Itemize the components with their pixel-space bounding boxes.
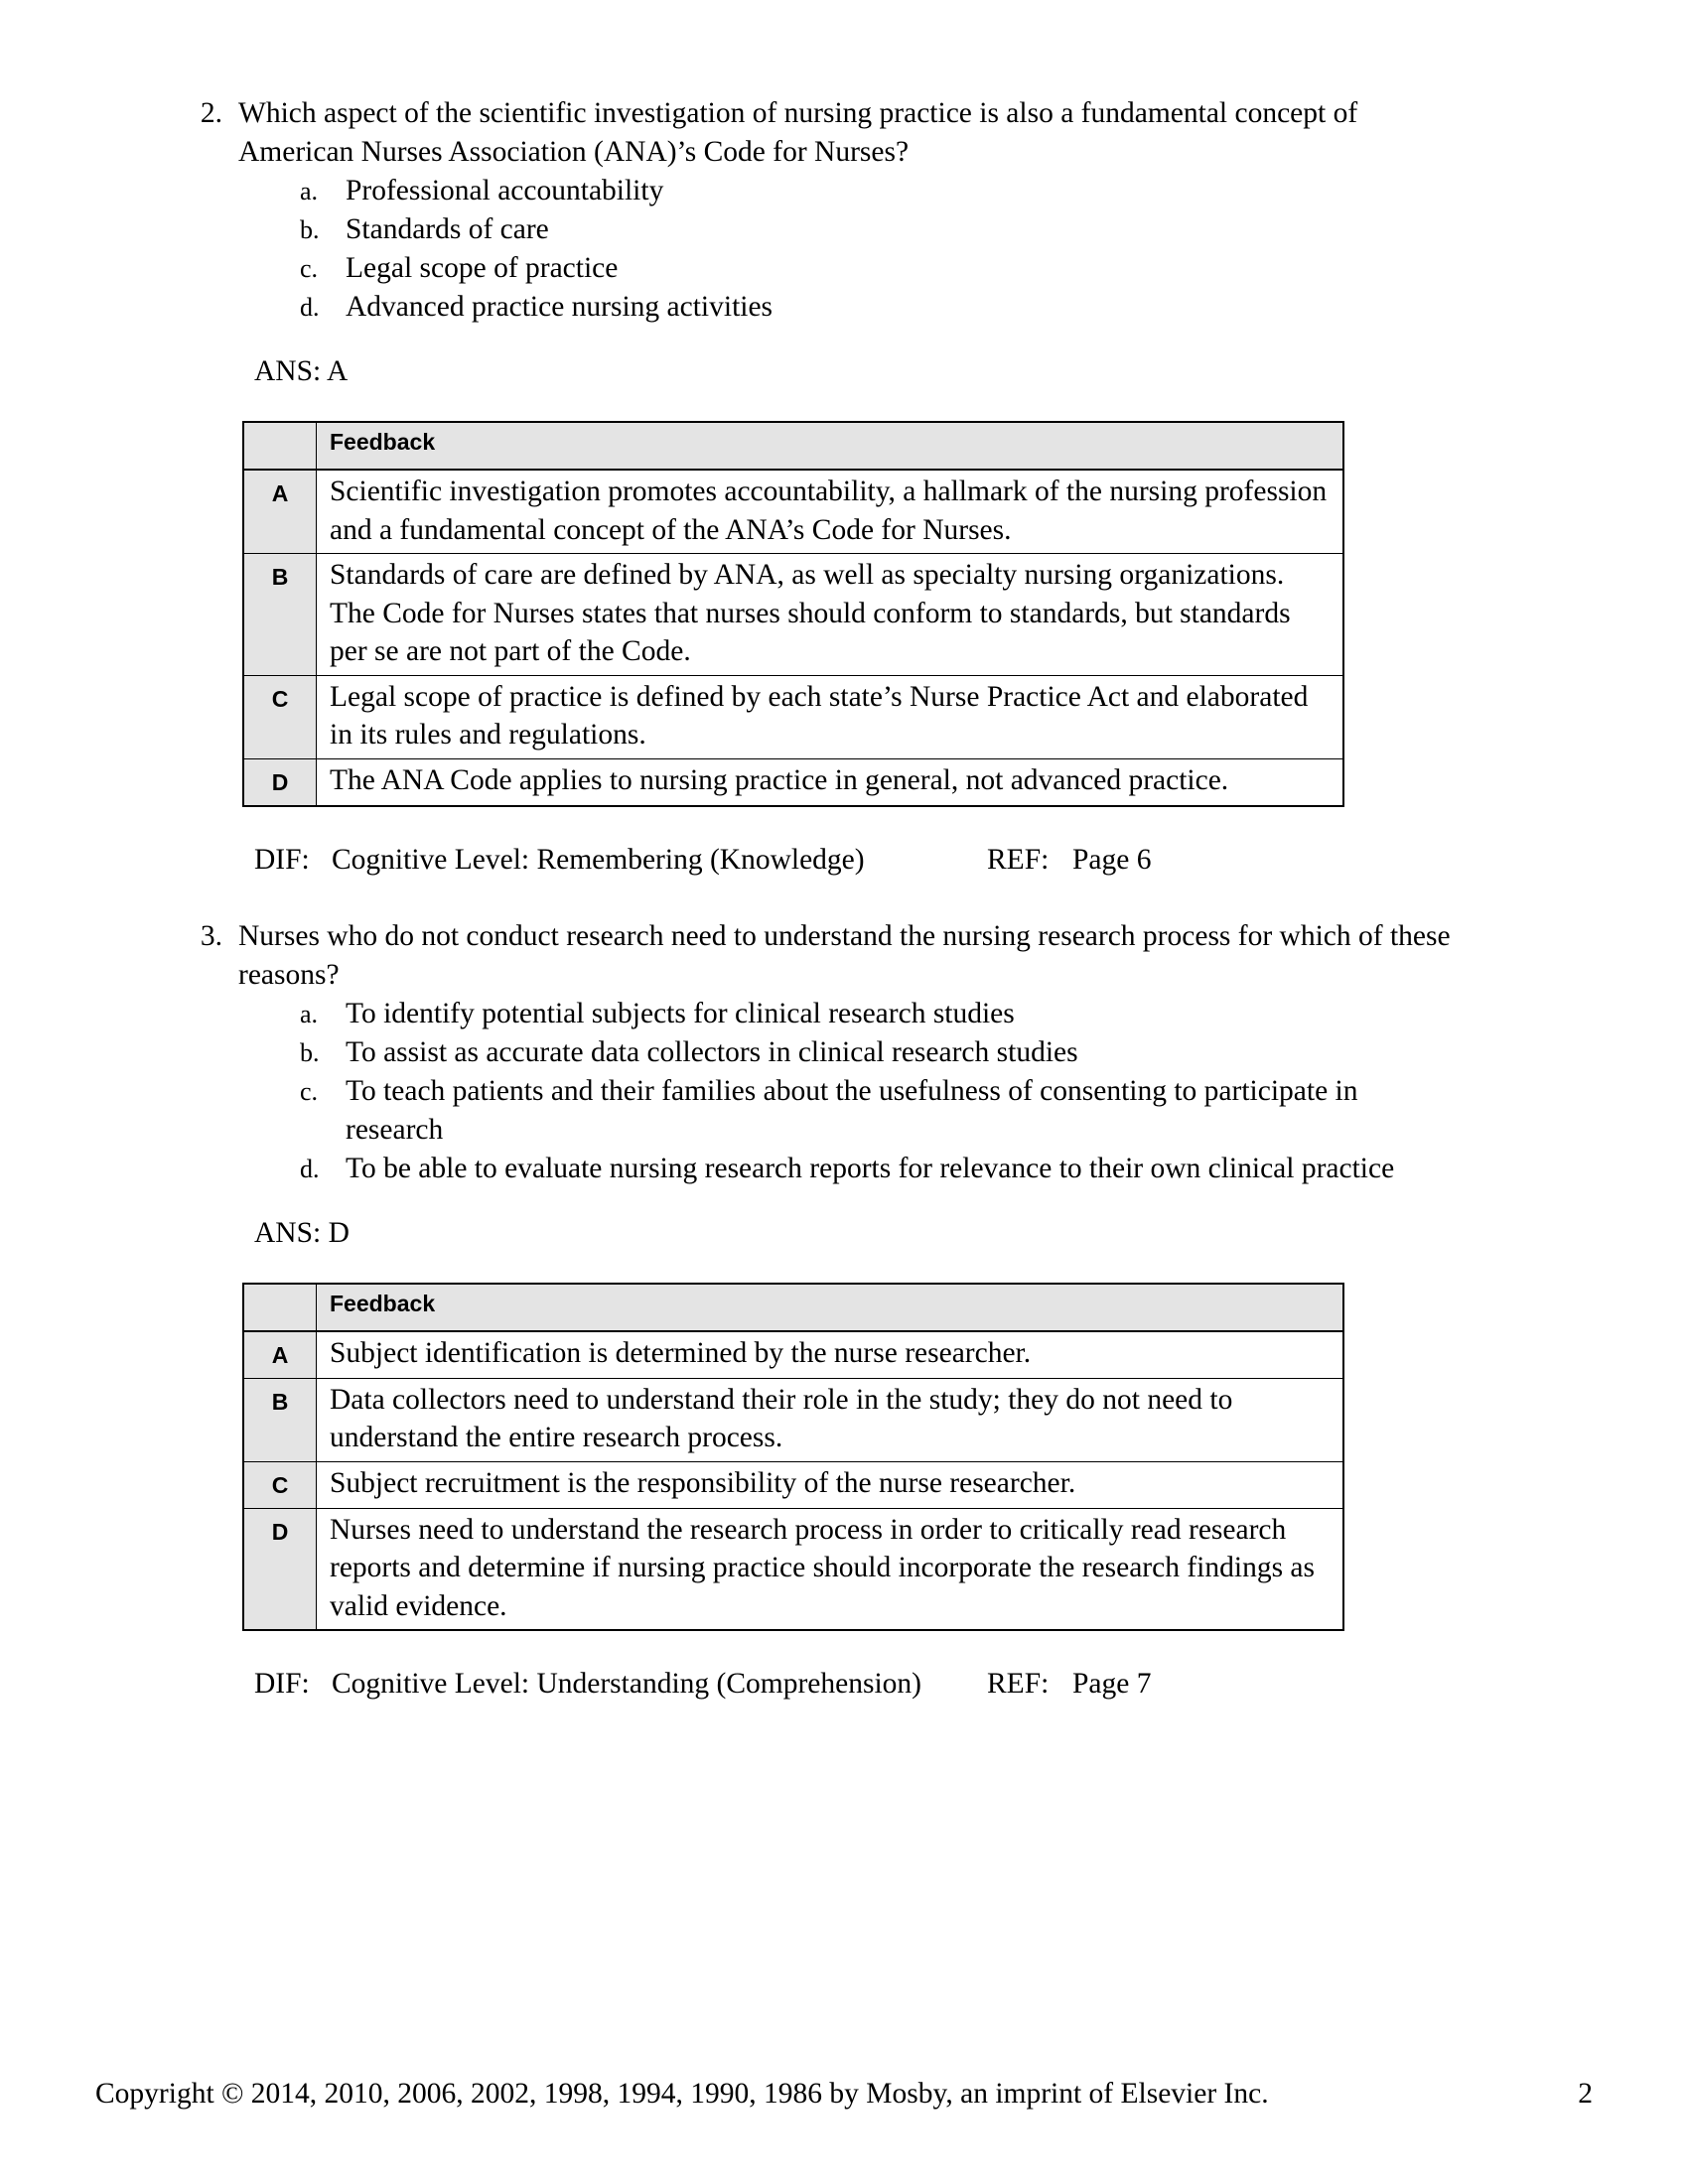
feedback-header-row bbox=[243, 422, 1343, 470]
page-footer bbox=[0, 2065, 1688, 2184]
choice-item[interactable] bbox=[238, 995, 1688, 1033]
table-row bbox=[243, 1461, 1343, 1508]
choice-item[interactable] bbox=[238, 249, 1688, 288]
feedback-row-text: Data collectors need to understand their role in the study; they do not need to understand the entire research process. bbox=[317, 1378, 1344, 1461]
dif-label: DIF: bbox=[254, 843, 310, 876]
feedback-row-letter: C bbox=[243, 675, 317, 758]
choice-text: Standards of care bbox=[346, 213, 549, 245]
choice-letter: b. bbox=[300, 1037, 320, 1067]
choice-letter: c. bbox=[300, 254, 319, 283]
choice-letter: a. bbox=[300, 999, 319, 1028]
feedback-table-wrapper bbox=[179, 421, 1688, 807]
feedback-row-letter: A bbox=[243, 470, 317, 554]
table-row bbox=[243, 758, 1343, 806]
table-row bbox=[243, 470, 1343, 554]
question-number: 2. bbox=[200, 97, 222, 129]
feedback-table-wrapper bbox=[179, 1283, 1688, 1632]
choice-list bbox=[179, 172, 1688, 327]
choice-letter: d. bbox=[300, 1154, 320, 1183]
feedback-row-letter: D bbox=[243, 1508, 317, 1630]
feedback-row-letter: C bbox=[243, 1461, 317, 1508]
dif-ref-line bbox=[179, 1665, 1688, 1704]
choice-item[interactable] bbox=[238, 1072, 1688, 1150]
choice-text: To teach patients and their families about the usefulness of consenting to participate in research bbox=[346, 1074, 1358, 1146]
feedback-table-head bbox=[243, 1284, 1343, 1331]
feedback-row-letter: D bbox=[243, 758, 317, 806]
question-text: Nurses who do not conduct research need to understand the nursing research process for which of these reasons? bbox=[238, 919, 1451, 991]
dif-value: Cognitive Level: Understanding (Comprehension) bbox=[332, 1668, 921, 1700]
copyright-text: Copyright © 2014, 2010, 2006, 2002, 1998, 1994, 1990, 1986 by Mosby, an imprint of Elsevier Inc. bbox=[95, 2078, 1269, 2110]
feedback-row-text: Standards of care are defined by ANA, as well as specialty nursing organizations. The Code for Nurses states that nurses should conform to standards, but standards per se are not part of the Code. bbox=[317, 554, 1344, 676]
feedback-table-body bbox=[243, 1331, 1343, 1631]
feedback-table-head bbox=[243, 422, 1343, 470]
table-row bbox=[243, 1331, 1343, 1379]
choice-item[interactable] bbox=[238, 1033, 1688, 1072]
feedback-row-text: Nurses need to understand the research process in order to critically read research reports and determine if nursing practice should incorporate the research findings as valid evidence. bbox=[317, 1508, 1344, 1630]
choice-letter: c. bbox=[300, 1076, 319, 1106]
feedback-header-row bbox=[243, 1284, 1343, 1331]
feedback-row-letter: A bbox=[243, 1331, 317, 1379]
feedback-table bbox=[242, 421, 1344, 807]
question-block-3 bbox=[179, 917, 1688, 1705]
choice-item[interactable] bbox=[238, 210, 1688, 249]
choice-text: To be able to evaluate nursing research reports for relevance to their own clinical practice bbox=[346, 1152, 1395, 1184]
choice-text: To identify potential subjects for clinical research studies bbox=[346, 997, 1015, 1029]
choice-list bbox=[179, 995, 1688, 1188]
page-number: 2 bbox=[1578, 2078, 1593, 2110]
feedback-row-text: Subject recruitment is the responsibility of the nurse researcher. bbox=[317, 1461, 1344, 1508]
question-number: 3. bbox=[200, 919, 222, 952]
choice-item[interactable] bbox=[238, 172, 1688, 210]
feedback-header-label: Feedback bbox=[317, 422, 1344, 470]
feedback-table-body bbox=[243, 470, 1343, 806]
ref-label: REF: bbox=[987, 1668, 1050, 1700]
feedback-header-blank bbox=[243, 1284, 317, 1331]
feedback-row-text: Scientific investigation promotes accountability, a hallmark of the nursing profession and a fundamental concept of the ANA’s Code for Nurses. bbox=[317, 470, 1344, 554]
dif-label: DIF: bbox=[254, 1668, 310, 1700]
choice-item[interactable] bbox=[238, 288, 1688, 327]
feedback-row-letter: B bbox=[243, 1378, 317, 1461]
footer-inner bbox=[95, 2075, 1593, 2114]
feedback-header-label: Feedback bbox=[317, 1284, 1344, 1331]
question-stem-row bbox=[179, 917, 1688, 995]
ref-value: Page 7 bbox=[1072, 1668, 1152, 1700]
feedback-header-blank bbox=[243, 422, 317, 470]
feedback-row-text: Subject identification is determined by the nurse researcher. bbox=[317, 1331, 1344, 1379]
choice-item[interactable] bbox=[238, 1150, 1688, 1188]
choice-text: Professional accountability bbox=[346, 175, 664, 206]
table-row bbox=[243, 675, 1343, 758]
choice-letter: d. bbox=[300, 293, 320, 322]
choice-text: Legal scope of practice bbox=[346, 252, 619, 284]
table-row bbox=[243, 1378, 1343, 1461]
dif-ref-line bbox=[179, 841, 1688, 880]
choice-letter: a. bbox=[300, 177, 319, 205]
choice-text: Advanced practice nursing activities bbox=[346, 291, 774, 323]
dif-value: Cognitive Level: Remembering (Knowledge) bbox=[332, 843, 865, 876]
feedback-row-text: Legal scope of practice is defined by each state’s Nurse Practice Act and elaborated in its rules and regulations. bbox=[317, 675, 1344, 758]
feedback-table bbox=[242, 1283, 1344, 1632]
choice-letter: b. bbox=[300, 215, 320, 244]
choice-text: To assist as accurate data collectors in clinical research studies bbox=[346, 1035, 1078, 1068]
question-stem-row bbox=[179, 94, 1688, 172]
table-row bbox=[243, 554, 1343, 676]
feedback-row-text: The ANA Code applies to nursing practice in general, not advanced practice. bbox=[317, 758, 1344, 806]
ref-label: REF: bbox=[987, 843, 1050, 876]
ref-value: Page 6 bbox=[1072, 843, 1152, 876]
question-block-2 bbox=[179, 94, 1688, 880]
feedback-row-letter: B bbox=[243, 554, 317, 676]
question-text: Which aspect of the scientific investigation of nursing practice is also a fundamental concept of American Nurses Association (ANA)’s Code for Nurses? bbox=[238, 97, 1358, 168]
table-row bbox=[243, 1508, 1343, 1630]
answer-line: ANS: A bbox=[254, 355, 349, 387]
question-gap bbox=[179, 880, 1688, 917]
answer-line: ANS: D bbox=[254, 1216, 350, 1249]
